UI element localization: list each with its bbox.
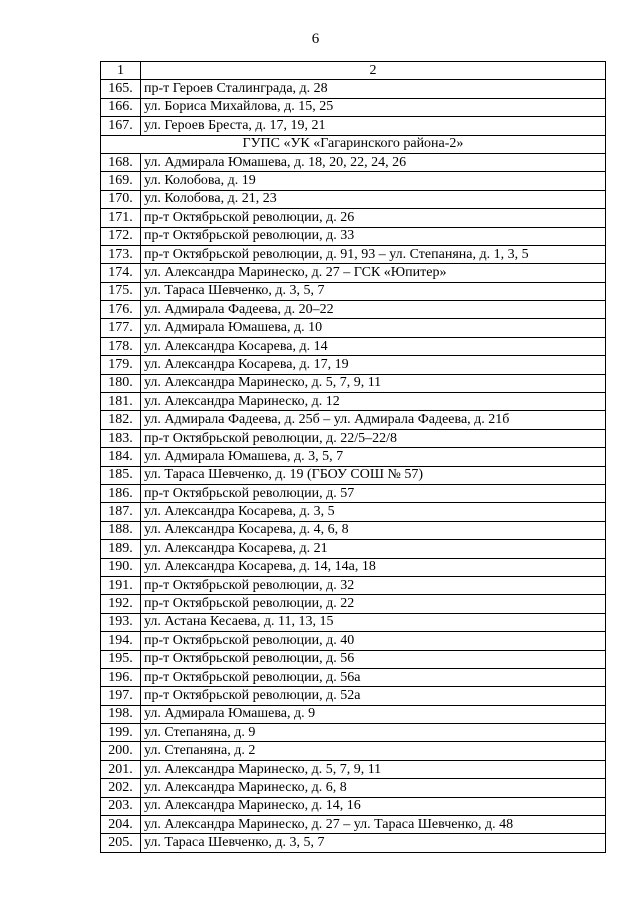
table-row	[101, 153, 606, 171]
row-number: 169.	[101, 172, 141, 190]
row-address: ул. Колобова, д. 21, 23	[141, 190, 606, 208]
table-row	[101, 282, 606, 300]
row-address: ул. Александра Маринеско, д. 5, 7, 9, 11	[141, 760, 606, 778]
row-address: ул. Александра Косарева, д. 17, 19	[141, 356, 606, 374]
table-row	[101, 172, 606, 190]
row-number: 172.	[101, 227, 141, 245]
row-address: ул. Александра Косарева, д. 4, 6, 8	[141, 521, 606, 539]
row-address: пр-т Героев Сталинграда, д. 28	[141, 80, 606, 98]
row-address: ул. Александра Косарева, д. 21	[141, 540, 606, 558]
table-row	[101, 393, 606, 411]
row-address: пр-т Октябрьской революции, д. 52а	[141, 687, 606, 705]
table-row	[101, 705, 606, 723]
table-row	[101, 356, 606, 374]
table-row	[101, 613, 606, 631]
row-number: 204.	[101, 816, 141, 834]
row-address: пр-т Октябрьской революции, д. 56	[141, 650, 606, 668]
group-row	[101, 135, 606, 153]
row-number: 174.	[101, 264, 141, 282]
table-row	[101, 632, 606, 650]
table-row	[101, 337, 606, 355]
page-number: 6	[311, 31, 320, 47]
header-row	[101, 62, 606, 80]
row-address: ул. Тараса Шевченко, д. 3, 5, 7	[141, 834, 606, 852]
row-address: пр-т Октябрьской революции, д. 56а	[141, 668, 606, 686]
table-row	[101, 521, 606, 539]
table-row	[101, 724, 606, 742]
row-number: 200.	[101, 742, 141, 760]
row-number: 202.	[101, 779, 141, 797]
table-row	[101, 245, 606, 263]
row-address: ул. Александра Маринеско, д. 12	[141, 393, 606, 411]
row-number: 176.	[101, 301, 141, 319]
table-row	[101, 484, 606, 502]
row-number: 183.	[101, 429, 141, 447]
table-row	[101, 117, 606, 135]
table-row	[101, 411, 606, 429]
row-number: 173.	[101, 245, 141, 263]
table-row	[101, 301, 606, 319]
row-address: ул. Александра Маринеско, д. 5, 7, 9, 11	[141, 374, 606, 392]
row-number: 165.	[101, 80, 141, 98]
row-number: 194.	[101, 632, 141, 650]
row-address: ул. Адмирала Юмашева, д. 10	[141, 319, 606, 337]
row-number: 182.	[101, 411, 141, 429]
table-row	[101, 779, 606, 797]
row-number: 186.	[101, 484, 141, 502]
row-address: ул. Героев Бреста, д. 17, 19, 21	[141, 117, 606, 135]
table-row	[101, 760, 606, 778]
row-number: 177.	[101, 319, 141, 337]
table-row	[101, 576, 606, 594]
row-number: 205.	[101, 834, 141, 852]
row-address: ул. Адмирала Фадеева, д. 25б – ул. Адмирала Фадеева, д. 21б	[141, 411, 606, 429]
table-row	[101, 503, 606, 521]
table-row	[101, 190, 606, 208]
row-address: пр-т Октябрьской революции, д. 57	[141, 484, 606, 502]
row-number: 171.	[101, 209, 141, 227]
table-row	[101, 797, 606, 815]
row-number: 180.	[101, 374, 141, 392]
row-number: 198.	[101, 705, 141, 723]
row-number: 192.	[101, 595, 141, 613]
row-address: ул. Колобова, д. 19	[141, 172, 606, 190]
row-number: 184.	[101, 448, 141, 466]
row-number: 185.	[101, 466, 141, 484]
row-number: 195.	[101, 650, 141, 668]
row-address: ул. Бориса Михайлова, д. 15, 25	[141, 98, 606, 116]
table-row	[101, 595, 606, 613]
row-address: ул. Александра Маринеско, д. 27 – ГСК «Юпитер»	[141, 264, 606, 282]
row-address: ул. Александра Косарева, д. 3, 5	[141, 503, 606, 521]
row-address: пр-т Октябрьской революции, д. 40	[141, 632, 606, 650]
row-address: ул. Александра Маринеско, д. 6, 8	[141, 779, 606, 797]
row-address: ул. Адмирала Юмашева, д. 3, 5, 7	[141, 448, 606, 466]
row-address: пр-т Октябрьской революции, д. 22/5–22/8	[141, 429, 606, 447]
table-row	[101, 687, 606, 705]
row-address: пр-т Октябрьской революции, д. 32	[141, 576, 606, 594]
row-number: 167.	[101, 117, 141, 135]
table-row	[101, 742, 606, 760]
row-number: 178.	[101, 337, 141, 355]
row-address: пр-т Октябрьской революции, д. 22	[141, 595, 606, 613]
row-address: ул. Александра Маринеско, д. 27 – ул. Тараса Шевченко, д. 48	[141, 816, 606, 834]
table-row	[101, 209, 606, 227]
table-row	[101, 264, 606, 282]
address-table-body	[101, 62, 606, 853]
row-number: 193.	[101, 613, 141, 631]
row-number: 203.	[101, 797, 141, 815]
row-address: ул. Тараса Шевченко, д. 19 (ГБОУ СОШ № 57)	[141, 466, 606, 484]
table-row	[101, 98, 606, 116]
table-row	[101, 80, 606, 98]
row-number: 168.	[101, 153, 141, 171]
table-row	[101, 816, 606, 834]
row-number: 190.	[101, 558, 141, 576]
row-number: 197.	[101, 687, 141, 705]
row-address: ул. Тараса Шевченко, д. 3, 5, 7	[141, 282, 606, 300]
table-row	[101, 834, 606, 852]
table-row	[101, 540, 606, 558]
row-address: ул. Александра Косарева, д. 14	[141, 337, 606, 355]
row-number: 189.	[101, 540, 141, 558]
header-col-2: 2	[141, 62, 606, 80]
table-row	[101, 650, 606, 668]
group-title: ГУПС «УК «Гагаринского района-2»	[101, 135, 606, 153]
row-address: ул. Александра Маринеско, д. 14, 16	[141, 797, 606, 815]
table-row	[101, 466, 606, 484]
table-row	[101, 227, 606, 245]
row-address: ул. Адмирала Юмашева, д. 18, 20, 22, 24, 26	[141, 153, 606, 171]
row-address: ул. Адмирала Юмашева, д. 9	[141, 705, 606, 723]
row-address: ул. Александра Косарева, д. 14, 14а, 18	[141, 558, 606, 576]
row-address: пр-т Октябрьской революции, д. 26	[141, 209, 606, 227]
table-row	[101, 374, 606, 392]
row-number: 201.	[101, 760, 141, 778]
row-number: 191.	[101, 576, 141, 594]
row-number: 175.	[101, 282, 141, 300]
row-address: пр-т Октябрьской революции, д. 91, 93 – ул. Степаняна, д. 1, 3, 5	[141, 245, 606, 263]
row-number: 166.	[101, 98, 141, 116]
table-row	[101, 429, 606, 447]
table-row	[101, 319, 606, 337]
row-number: 196.	[101, 668, 141, 686]
table-row	[101, 448, 606, 466]
row-number: 199.	[101, 724, 141, 742]
row-number: 181.	[101, 393, 141, 411]
address-table	[100, 61, 606, 853]
row-address: пр-т Октябрьской революции, д. 33	[141, 227, 606, 245]
row-number: 187.	[101, 503, 141, 521]
row-address: ул. Адмирала Фадеева, д. 20–22	[141, 301, 606, 319]
row-number: 179.	[101, 356, 141, 374]
header-col-1: 1	[101, 62, 141, 80]
table-row	[101, 668, 606, 686]
row-address: ул. Степаняна, д. 2	[141, 742, 606, 760]
row-number: 170.	[101, 190, 141, 208]
row-number: 188.	[101, 521, 141, 539]
row-address: ул. Степаняна, д. 9	[141, 724, 606, 742]
table-row	[101, 558, 606, 576]
row-address: ул. Астана Кесаева, д. 11, 13, 15	[141, 613, 606, 631]
